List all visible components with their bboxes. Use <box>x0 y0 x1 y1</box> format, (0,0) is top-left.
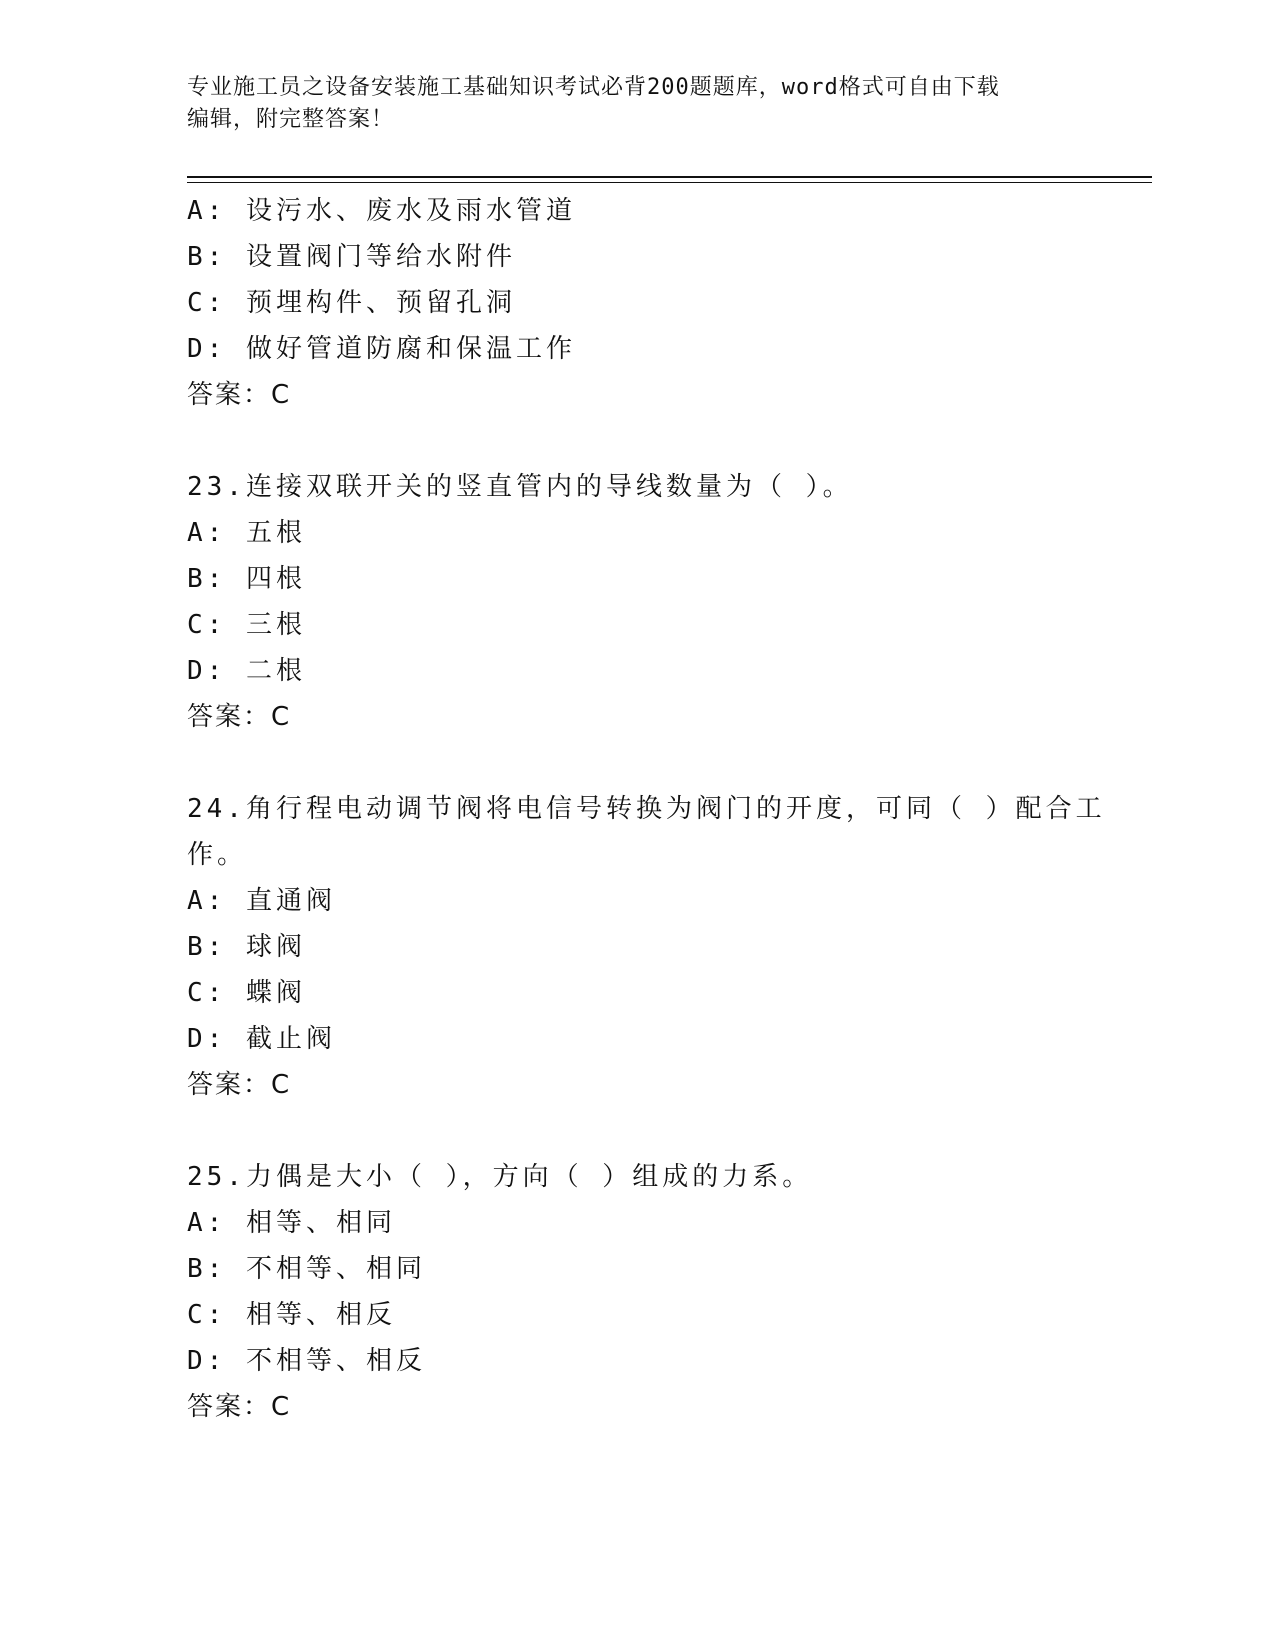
answer: 答案：C <box>187 380 292 410</box>
question-stem-line-1: 24.角行程电动调节阀将电信号转换为阀门的开度，可同（ ）配合工 <box>187 794 1106 824</box>
option-b: B: 球阀 <box>187 932 306 962</box>
option-b: B: 四根 <box>187 564 306 594</box>
question-25 <box>187 1154 1087 1430</box>
header-rule-thin <box>187 182 1152 183</box>
answer: 答案：C <box>187 1392 292 1422</box>
question-stem: 23.连接双联开关的竖直管内的导线数量为（ ）。 <box>187 472 853 502</box>
document-header <box>187 72 1067 136</box>
option-d: D: 做好管道防腐和保温工作 <box>187 334 576 364</box>
option-c: C: 预埋构件、预留孔洞 <box>187 288 516 318</box>
option-a: A: 设污水、废水及雨水管道 <box>187 196 576 226</box>
header-line-2: 编辑，附完整答案！ <box>187 107 395 132</box>
option-c: C: 相等、相反 <box>187 1300 396 1330</box>
question-24 <box>187 786 1106 1108</box>
question-23 <box>187 464 1087 740</box>
header-line-1: 专业施工员之设备安装施工基础知识考试必背200题题库，word格式可自由下载 <box>187 75 1000 100</box>
option-a: A: 直通阀 <box>187 886 336 916</box>
option-b: B: 设置阀门等给水附件 <box>187 242 516 272</box>
option-b: B: 不相等、相同 <box>187 1254 426 1284</box>
spacer <box>187 418 1087 464</box>
question-stem: 25.力偶是大小（ ），方向（ ）组成的力系。 <box>187 1162 813 1192</box>
option-a: A: 五根 <box>187 518 306 548</box>
option-c: C: 三根 <box>187 610 306 640</box>
spacer <box>187 740 1087 786</box>
option-d: D: 不相等、相反 <box>187 1346 426 1376</box>
option-c: C: 蝶阀 <box>187 978 306 1008</box>
option-d: D: 截止阀 <box>187 1024 336 1054</box>
spacer <box>187 1108 1087 1154</box>
question-stem-line-2: 作。 <box>187 840 248 870</box>
question-list <box>187 188 1106 1430</box>
question-22 <box>187 188 1087 418</box>
option-d: D: 二根 <box>187 656 306 686</box>
header-rule-thick <box>187 176 1152 178</box>
answer: 答案：C <box>187 1070 292 1100</box>
answer: 答案：C <box>187 702 292 732</box>
option-a: A: 相等、相同 <box>187 1208 396 1238</box>
